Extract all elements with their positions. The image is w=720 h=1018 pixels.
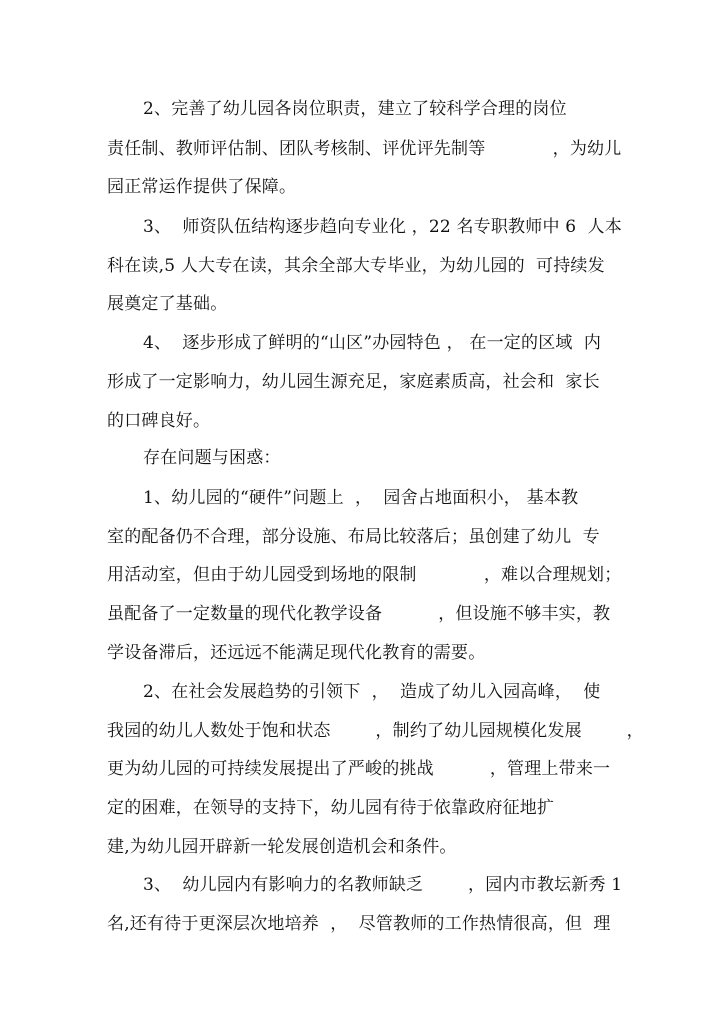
paragraph-3-line-2: 形成了一定影响力，幼儿园生源充足，家庭素质高，社会和 家长: [107, 372, 600, 392]
paragraph-5-line-4: 定的困难，在领导的支持下，幼儿园有待于依靠政府征地扩: [107, 798, 555, 818]
paragraph-6-line-2: 名,还有待于更深层次地培养 ， 尽管教师的工作热情很高，但 理: [107, 914, 611, 934]
paragraph-4-line-5: 学设备滞后，还远远不能满足现代化教育的需要。: [107, 643, 486, 663]
paragraph-4-line-4: 虽配备了一定数量的现代化教学设备 ，但设施不够丰实，教: [107, 604, 611, 624]
paragraph-1-line-3: 园正常运作提供了保障。: [107, 177, 297, 197]
paragraph-2-line-2: 科在读,5 人大专在读，其余全部大专毕业，为幼儿园的 可持续发: [107, 256, 605, 276]
paragraph-2-line-1: 3、 师资队伍结构逐步趋向专业化 ，22 名专职教师中 6 人本: [143, 217, 622, 237]
paragraph-4-line-1: 1、幼儿园的“硬件”问题上 ， 园舍占地面积小， 基本教: [143, 488, 579, 508]
paragraph-3-line-1: 4、 逐步形成了鲜明的“山区”办园特色 ， 在一定的区域 内: [143, 333, 602, 353]
paragraph-4-line-3: 用活动室，但由于幼儿园受到场地的限制 ，难以合理规划；: [107, 565, 622, 585]
paragraph-5-line-3: 更为幼儿园的可持续发展提出了严峻的挑战 ，管理上带来一: [107, 759, 611, 779]
paragraph-5-line-5: 建,为幼儿园开辟新一轮发展创造机会和条件。: [107, 837, 457, 857]
paragraph-4-line-2: 室的配备仍不合理，部分设施、布局比较落后；虽创建了幼儿 专: [107, 527, 600, 547]
paragraph-2-line-3: 展奠定了基础。: [107, 294, 228, 314]
section-heading: 存在问题与困惑：: [143, 448, 281, 468]
paragraph-6-line-1: 3、 幼儿园内有影响力的名教师缺乏 ，园内市教坛新秀 1: [143, 875, 623, 895]
paragraph-5-line-1: 2、在社会发展趋势的引领下 ， 造成了幼儿入园高峰， 使: [143, 682, 601, 702]
paragraph-3-line-3: 的口碑良好。: [107, 411, 211, 431]
paragraph-1-line-2: 责任制、教师评估制、团队考核制、评优评先制等 ，为幼儿: [107, 139, 622, 159]
paragraph-5-line-2: 我园的幼儿人数处于饱和状态 ，制约了幼儿园规模化发展 ，: [107, 721, 644, 741]
paragraph-1-line-1: 2、完善了幼儿园各岗位职责，建立了较科学合理的岗位: [143, 99, 567, 119]
